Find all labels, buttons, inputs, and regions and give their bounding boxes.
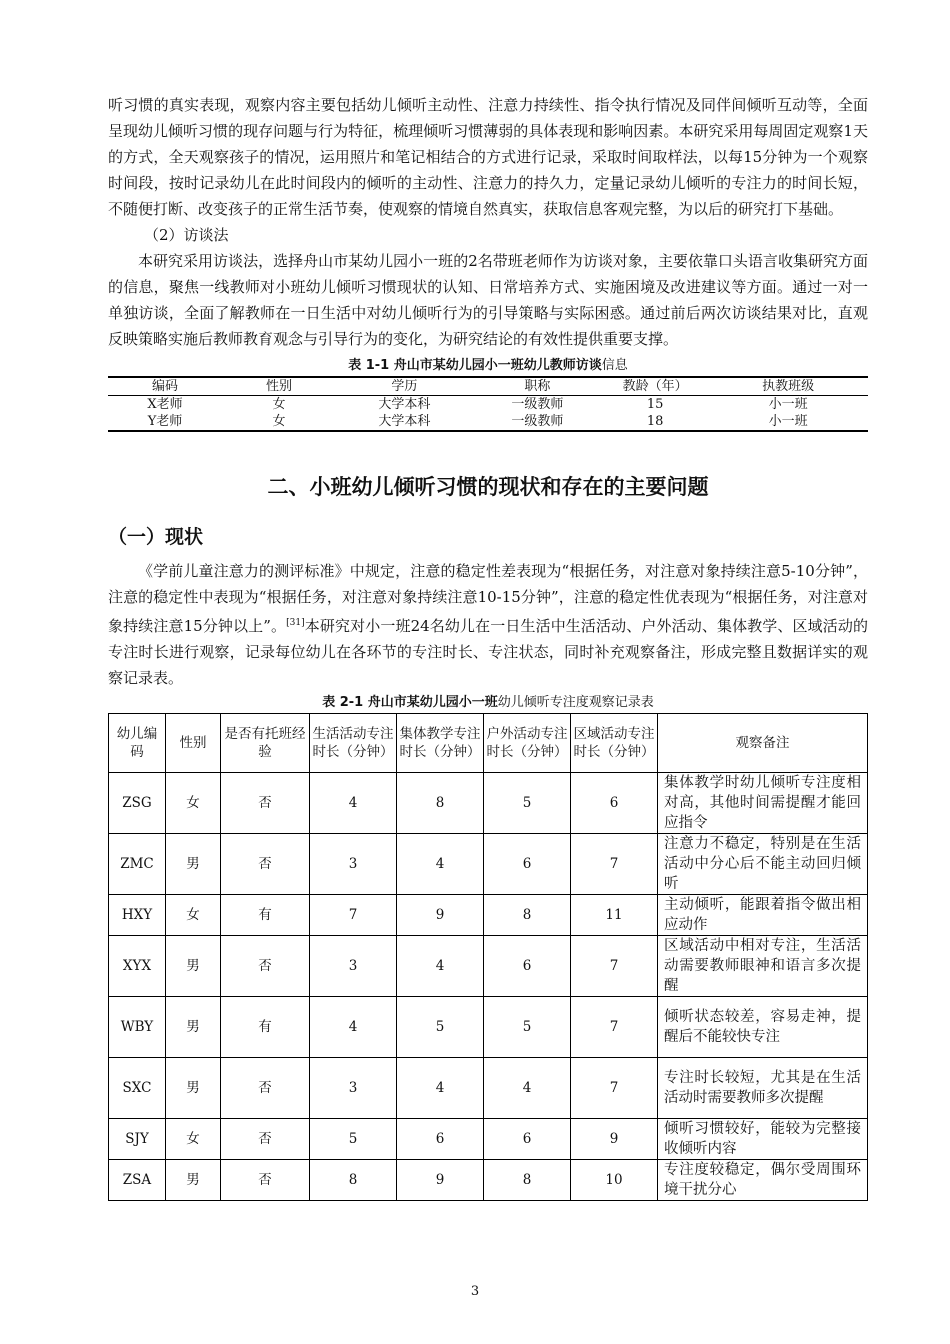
attention-observation-table bbox=[108, 713, 868, 1201]
table-cell: 7 bbox=[571, 1058, 658, 1119]
header-cell: 学历 bbox=[336, 377, 473, 396]
table-cell: 一级教师 bbox=[511, 396, 564, 412]
citation-ref: [31] bbox=[286, 618, 305, 628]
observation-note: 专注时长较短，尤其是在生活活动时需要教师多次提醒 bbox=[658, 1058, 868, 1119]
table-cell: 4 bbox=[397, 834, 484, 895]
table-cell: 15 bbox=[646, 396, 664, 412]
table-cell: 女 bbox=[166, 1119, 221, 1160]
observation-note: 倾听习惯较好，能较为完整接收倾听内容 bbox=[658, 1119, 868, 1160]
table-header-row bbox=[108, 377, 868, 396]
table-cell: 4 bbox=[310, 773, 397, 834]
table-row bbox=[108, 396, 868, 414]
table-cell: 5 bbox=[397, 997, 484, 1058]
table-cell: 男 bbox=[166, 1160, 221, 1201]
header-cell: 户外活动专注时长（分钟） bbox=[484, 714, 571, 773]
paragraph-interview: 本研究采用访谈法，选择舟山市某幼儿园小一班的2名带班老师作为访谈对象，主要依靠口头语言收集研究方面的信息，聚焦一线教师对小班幼儿倾听习惯现状的认知、日常培养方式、实施困境及改进建议等方面。通过一对一单独访谈，全面了解教师在一日生活中对幼儿倾听行为的引导策略与实际困惑。通过前后两次访谈结果对比，直观反映策略实施后教师教育观念与引导行为的变化，为研究结论的有效性提供重要支撑。 bbox=[108, 252, 868, 348]
table-cell: 男 bbox=[166, 936, 221, 997]
table-cell: 女 bbox=[166, 895, 221, 936]
table-cell: 大学本科 bbox=[336, 413, 473, 431]
table-row bbox=[109, 895, 868, 936]
table-cell: Y老师 bbox=[108, 413, 222, 431]
table-cell: SXC bbox=[109, 1058, 166, 1119]
table-row bbox=[109, 997, 868, 1058]
table-cell: WBY bbox=[109, 997, 166, 1058]
header-cell: 性别 bbox=[166, 714, 221, 773]
table-row bbox=[108, 413, 868, 431]
paragraph-status: 《学前儿童注意力的测评标准》中规定，注意的稳定性差表现为“根据任务，对注意对象持续注意5-10分钟”，注意的稳定性中表现为“根据任务，对注意对象持续注意10-15分钟”，注意的稳定性优表现为“根据任务，对注意对象持续注意15分钟以上”。[31]本研究对小一班24名幼儿在一日生活中生活活动、户外活动、集体教学、区域活动的专注时长进行观察，记录每位幼儿在各环节的专注时长、专注状态，同时补充观察备注，形成完整且数据详实的观察记录表。 bbox=[108, 562, 869, 687]
table-cell: 小一班 bbox=[708, 413, 868, 431]
table-cell: X老师 bbox=[147, 396, 183, 412]
table-row bbox=[109, 1058, 868, 1119]
table-cell: 小一班 bbox=[768, 396, 808, 412]
table-cell: 4 bbox=[397, 1058, 484, 1119]
observation-note: 注意力不稳定，特别是在生活活动中分心后不能主动回归倾听 bbox=[658, 834, 868, 895]
table-cell: 女 bbox=[166, 773, 221, 834]
table-cell: 男 bbox=[166, 1058, 221, 1119]
table-cell: 7 bbox=[571, 936, 658, 997]
table-cell: HXY bbox=[109, 895, 166, 936]
table-cell: 男 bbox=[166, 834, 221, 895]
table-cell: 4 bbox=[397, 936, 484, 997]
table-row bbox=[109, 1160, 868, 1201]
table-cell: 否 bbox=[221, 936, 310, 997]
table-cell: 否 bbox=[221, 1119, 310, 1160]
table-row bbox=[109, 936, 868, 997]
observation-note: 专注度较稳定，偶尔受周围环境干扰分心 bbox=[658, 1160, 868, 1201]
table-cell: 9 bbox=[397, 1160, 484, 1201]
table-cell: 女 bbox=[222, 413, 336, 431]
table-cell: 有 bbox=[221, 997, 310, 1058]
table2-caption: 表 2-1 舟山市某幼儿园小一班幼儿倾听专注度观察记录表 bbox=[322, 695, 654, 710]
paragraph-observation: 听习惯的真实表现，观察内容主要包括幼儿倾听主动性、注意力持续性、指令执行情况及同伴间倾听互动等，全面呈现幼儿倾听习惯的现存问题与行为特征，梳理倾听习惯薄弱的具体表现和影响因素。本研究采用每周固定观察1天的方式，全天观察孩子的情况，运用照片和笔记相结合的方式进行记录，采取时间取样法，以每15分钟为一个观察时间段，按时记录幼儿在此时间段内的倾听的主动性、注意力的持久力，定量记录幼儿倾听的专注力的时间长短，不随便打断、改变孩子的正常生活节奏，使观察的情境自然真实，获取信息客观完整，为以后的研究打下基础。 bbox=[108, 96, 868, 218]
header-cell: 是否有托班经验 bbox=[221, 714, 310, 773]
table-cell: ZSG bbox=[109, 773, 166, 834]
table-row bbox=[109, 773, 868, 834]
table-cell: 女 bbox=[272, 396, 286, 412]
table-cell: 11 bbox=[571, 895, 658, 936]
header-cell: 执教班级 bbox=[708, 377, 868, 396]
table-cell: 否 bbox=[221, 1058, 310, 1119]
table-cell: ZSA bbox=[109, 1160, 166, 1201]
header-cell: 职称 bbox=[473, 377, 602, 396]
table-cell: 9 bbox=[397, 895, 484, 936]
header-cell: 教龄（年） bbox=[602, 377, 708, 396]
header-cell: 区域活动专注时长（分钟） bbox=[571, 714, 658, 773]
table-cell: 18 bbox=[602, 413, 708, 431]
observation-note: 区域活动中相对专注，生活活动需要教师眼神和语言多次提醒 bbox=[658, 936, 868, 997]
table-cell: 7 bbox=[310, 895, 397, 936]
table-cell: 3 bbox=[310, 834, 397, 895]
table-row bbox=[109, 834, 868, 895]
table-cell: ZMC bbox=[109, 834, 166, 895]
table-cell: XYX bbox=[109, 936, 166, 997]
header-cell: 生活活动专注时长（分钟） bbox=[310, 714, 397, 773]
table-cell: 10 bbox=[571, 1160, 658, 1201]
table-cell: 大学本科 bbox=[378, 396, 431, 412]
table-cell: 8 bbox=[484, 1160, 571, 1201]
table-cell: 3 bbox=[310, 1058, 397, 1119]
teacher-interview-table bbox=[108, 376, 868, 432]
header-cell: 性别 bbox=[222, 377, 336, 396]
table-cell: 8 bbox=[310, 1160, 397, 1201]
table-cell: 5 bbox=[310, 1119, 397, 1160]
table-cell: 8 bbox=[484, 895, 571, 936]
table-cell: 4 bbox=[310, 997, 397, 1058]
table-cell: 3 bbox=[310, 936, 397, 997]
subheading-interview: （2）访谈法 bbox=[144, 226, 229, 244]
document-page bbox=[108, 92, 868, 1201]
subsection-title: （一）现状 bbox=[108, 526, 204, 548]
header-cell: 观察备注 bbox=[658, 714, 868, 773]
table-cell: 6 bbox=[571, 773, 658, 834]
page-number: 3 bbox=[470, 1284, 480, 1299]
header-cell: 幼儿编码 bbox=[109, 714, 166, 773]
table-row bbox=[109, 1119, 868, 1160]
header-cell: 集体教学专注时长（分钟） bbox=[397, 714, 484, 773]
observation-note: 主动倾听，能跟着指令做出相应动作 bbox=[658, 895, 868, 936]
table-cell: 5 bbox=[484, 773, 571, 834]
table-cell: 4 bbox=[484, 1058, 571, 1119]
observation-note: 集体教学时幼儿倾听专注度相对高，其他时间需提醒才能回应指令 bbox=[658, 773, 868, 834]
table-cell: 有 bbox=[221, 895, 310, 936]
table-cell: 6 bbox=[484, 834, 571, 895]
table-cell: SJY bbox=[109, 1119, 166, 1160]
table-cell: 5 bbox=[484, 997, 571, 1058]
table-cell: 8 bbox=[397, 773, 484, 834]
header-cell: 编码 bbox=[108, 377, 222, 396]
table-cell: 6 bbox=[397, 1119, 484, 1160]
table-cell: 否 bbox=[221, 1160, 310, 1201]
table1-caption: 表 1-1 舟山市某幼儿园小一班幼儿教师访谈信息 bbox=[348, 358, 628, 373]
section-title: 二、小班幼儿倾听习惯的现状和存在的主要问题 bbox=[267, 475, 709, 499]
table-cell: 男 bbox=[166, 997, 221, 1058]
table-cell: 一级教师 bbox=[473, 413, 602, 431]
table-cell: 6 bbox=[484, 936, 571, 997]
table-cell: 否 bbox=[221, 773, 310, 834]
table-header-row bbox=[109, 714, 868, 773]
observation-note: 倾听状态较差，容易走神，提醒后不能较快专注 bbox=[658, 997, 868, 1058]
table-cell: 6 bbox=[484, 1119, 571, 1160]
table-cell: 7 bbox=[571, 997, 658, 1058]
table-cell: 否 bbox=[221, 834, 310, 895]
table-cell: 7 bbox=[571, 834, 658, 895]
table-cell: 9 bbox=[571, 1119, 658, 1160]
